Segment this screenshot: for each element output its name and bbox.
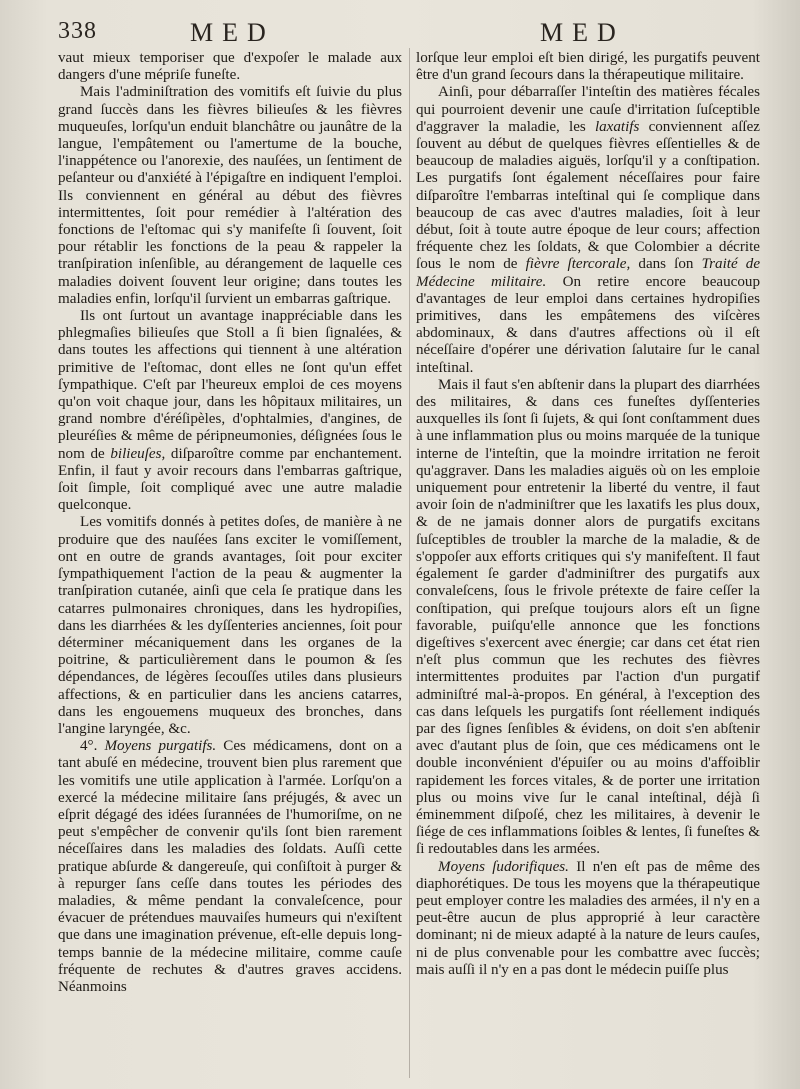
left-column xyxy=(58,50,402,996)
running-head-left: MED xyxy=(190,18,275,47)
paragraph: Mais il faut s'en abſtenir dans la plupart des diarrhées des militaires, & dans ces funeſtes dyſſenteries auxquelles ils ſont ſi ſujets, & qui ſont conſtamment dues à une inflammation plus ou moins marquée de la tunique interne de l'inteſtin, que la moindre irritation ne feroit qu'aggraver. Dans les maladies aiguës où on les emploie uniquement pour entretenir la liberté du ventre, il faut avoir ſoin de n'adminiſtrer que les laxatifs les plus doux, & de ne jamais donner alors de purgatifs excitans ſuſceptibles de troubler la marche de la maladie, & de s'oppoſer aux efforts critiques qui s'y manifeſtent. Il faut également ſe garder d'adminiſtrer des purgatifs aux convaleſcens, ſous le frivole prétexte de faire ceſſer la conſtipation, qui preſque toujours alors eſt un ſigne favorable, puiſqu'elle annonce que les fonctions digeſtives s'exercent avec énergie; car dans cet état rien n'eſt plus commun que les rechutes des fièvres intermittentes produites par l'action d'un purgatif adminiſtré mal-à-propos. En général, à l'exception des cas dans leſquels les purgatifs ſont réellement indiqués par des ſignes ſenſibles & évidens, on doit s'en abſtenir avec d'autant plus de ſoin, que ces médicamens ont le double inconvénient d'épuiſer ou au moins d'affoiblir rapidement les forces vitales, & de porter une irritation plus ou moins vive ſur le canal inteſtinal, déjà ſi éminemment diſpoſé, chez les militaires, à devenir le ſiége de ces inflammations ſoibles & lentes, ſi funeſtes & ſi redoutables dans les armées. xyxy=(416,376,760,858)
italic-term: fièvre ſtercorale, xyxy=(525,256,631,273)
italic-term: laxatifs xyxy=(594,118,640,135)
paragraph: Moyens ſudorifiques. Il n'en eſt pas de même des diaphorétiques. De tous les moyens que la thérapeutique peut employer contre les maladies des armées, il n'y en a peut-être aucun de plus approprié à leur caractère dominant; ni de mieux adapté à la nature de leurs cauſes, ni de plus convenable pour les combattre avec ſuccès; mais auſſi il n'y en a pas dont le médecin puiſſe plus xyxy=(416,858,760,978)
paragraph: Mais l'adminiſtration des vomitifs eſt ſuivie du plus grand ſuccès dans les fièvres bilieuſes & les fièvres muqueuſes, lorſqu'un enduit blanchâtre ou jaunâtre de la langue, l'empâtement ou l'amertume de la bouche, l'inappétence ou l'anorexie, des nauſées, un ſentiment de peſanteur ou d'anxiété à l'épigaſtre en indiquent l'emploi. Ils conviennent en général au début des fièvres intermittentes, ſoit pour remédier à l'altération des fonctions de l'eſtomac qui s'y manifeſte ſi ſouvent, ſoit pour rétablir les fonctions de la peau & rappeler la tranſpiration inſenſible, au dérangement de laquelle ces maladies doivent ſouvent leur origine; dans toutes les maladies enfin, lorſqu'il ſurvient un embarras gaſtrique. xyxy=(58,84,402,307)
paragraph: lorſque leur emploi eſt bien dirigé, les purgatifs peuvent être d'un grand ſecours dans la thérapeutique militaire. xyxy=(416,50,760,84)
page-number: 338 xyxy=(58,18,97,44)
paragraph: vaut mieux temporiser que d'expoſer le malade aux dangers d'une mépriſe funeſte. xyxy=(58,50,402,84)
paragraph: Les vomitifs donnés à petites doſes, de manière à ne produire que des nauſées ſans exciter le vomiſſement, ont en outre de grands avantages, ſoit pour exciter ſympathiquement l'action de la peau & augmenter la tranſpiration cutanée, ainſi que cela ſe pratique dans les catarres pulmonaires chroniques, dans les hydropiſies, dans les diarrhées & les dyſſenteries anciennes, ſoit pour déterminer mécaniquement dans les organes de la poitrine, & particulièrement dans le poumon & ſes dépendances, de légères ſecouſſes utiles dans plusieurs affections, & en particulier dans les anciens catarres, dans les engouemens muqueux des bronches, dans l'angine laryngée, &c. xyxy=(58,514,402,737)
running-head-right: MED xyxy=(540,18,625,47)
right-column xyxy=(416,50,760,979)
italic-title: Traité de Médecine militaire. xyxy=(416,256,761,290)
paragraph: Ils ont ſurtout un avantage inappréciable dans les phlegmaſies bilieuſes que Stoll a ſi bien ſignalées, & dans toutes les affections qui tiennent à une altération primitive de l'eſtomac, dont elles ne ſont qu'un effet ſympathique. C'eſt par l'heureux emploi de ces moyens qu'on voit chaque jour, dans les hôpitaux militaires, un grand nombre d'éréſipèles, d'ophtalmies, d'angines, de pleuréſies & même de péripneumonies, déſignées ſous le nom de bilieuſes, diſparoître comme par enchantement. Enfin, il faut y avoir recours dans l'embarras gaſtrique, ſoit ſimple, ſoit compliqué avec une autre maladie quelconque. xyxy=(58,308,402,514)
italic-term: bilieuſes, xyxy=(110,445,166,462)
paragraph: 4°. Moyens purgatifs. Ces médicamens, dont on a tant abuſé en médecine, trouvent bien plus rarement que les vomitifs une utile application à l'armée. Lorſqu'on a exercé la médecine militaire ſans préjugés, & avec un eſprit dégagé des idées ſurannées de l'humoriſme, on ne peut s'empêcher de convenir qu'ils ſont bien rarement néceſſaires dans les maladies des ſoldats. Auſſi cette pratique abſurde & dangereuſe, qui conſiſtoit à purger & à repurger ſans ceſſe dans toutes les périodes des maladies, & même pendant la convaleſcence, pour évacuer de prétendues mauvaiſes humeurs qui n'exiſtent que dans une imagination prévenue, eſt-elle depuis long-temps bannie de la médecine militaire, comme cauſe fréquente de rechutes & d'autres graves accidens. Néanmoins xyxy=(58,738,402,995)
page-header xyxy=(0,16,800,46)
column-divider xyxy=(409,48,410,1078)
section-heading: Moyens ſudorifiques. xyxy=(438,858,569,875)
section-heading: Moyens purgatifs. xyxy=(104,738,217,755)
paragraph: Ainſi, pour débarraſſer l'inteſtin des matières fécales qui pourroient devenir une cauſe d'irritation ſuſceptible d'aggraver la maladie, les laxatifs conviennent aſſez ſouvent au début de quelques fièvres eſſentielles & de beaucoup de maladies aiguës, lorſqu'il y a conſtipation. Les purgatifs ſont également néceſſaires pour faire diſparoître l'embarras inteſtinal qui ſe complique dans beaucoup de cas avec d'autres maladies, ſoit à leur début, ſoit à toute autre époque de leur cours; affection fréquente chez les ſoldats, & que Colombier a décrite ſous le nom de fièvre ſtercorale, dans ſon Traité de Médecine militaire. On retire encore beaucoup d'avantages de leur emploi dans certaines hydropiſies primitives, dans les empâtemens des viſcères abdominaux, & dans d'autres affections où il eſt néceſſaire d'opérer une dérivation ſalutaire ſur le canal inteſtinal. xyxy=(416,84,761,376)
